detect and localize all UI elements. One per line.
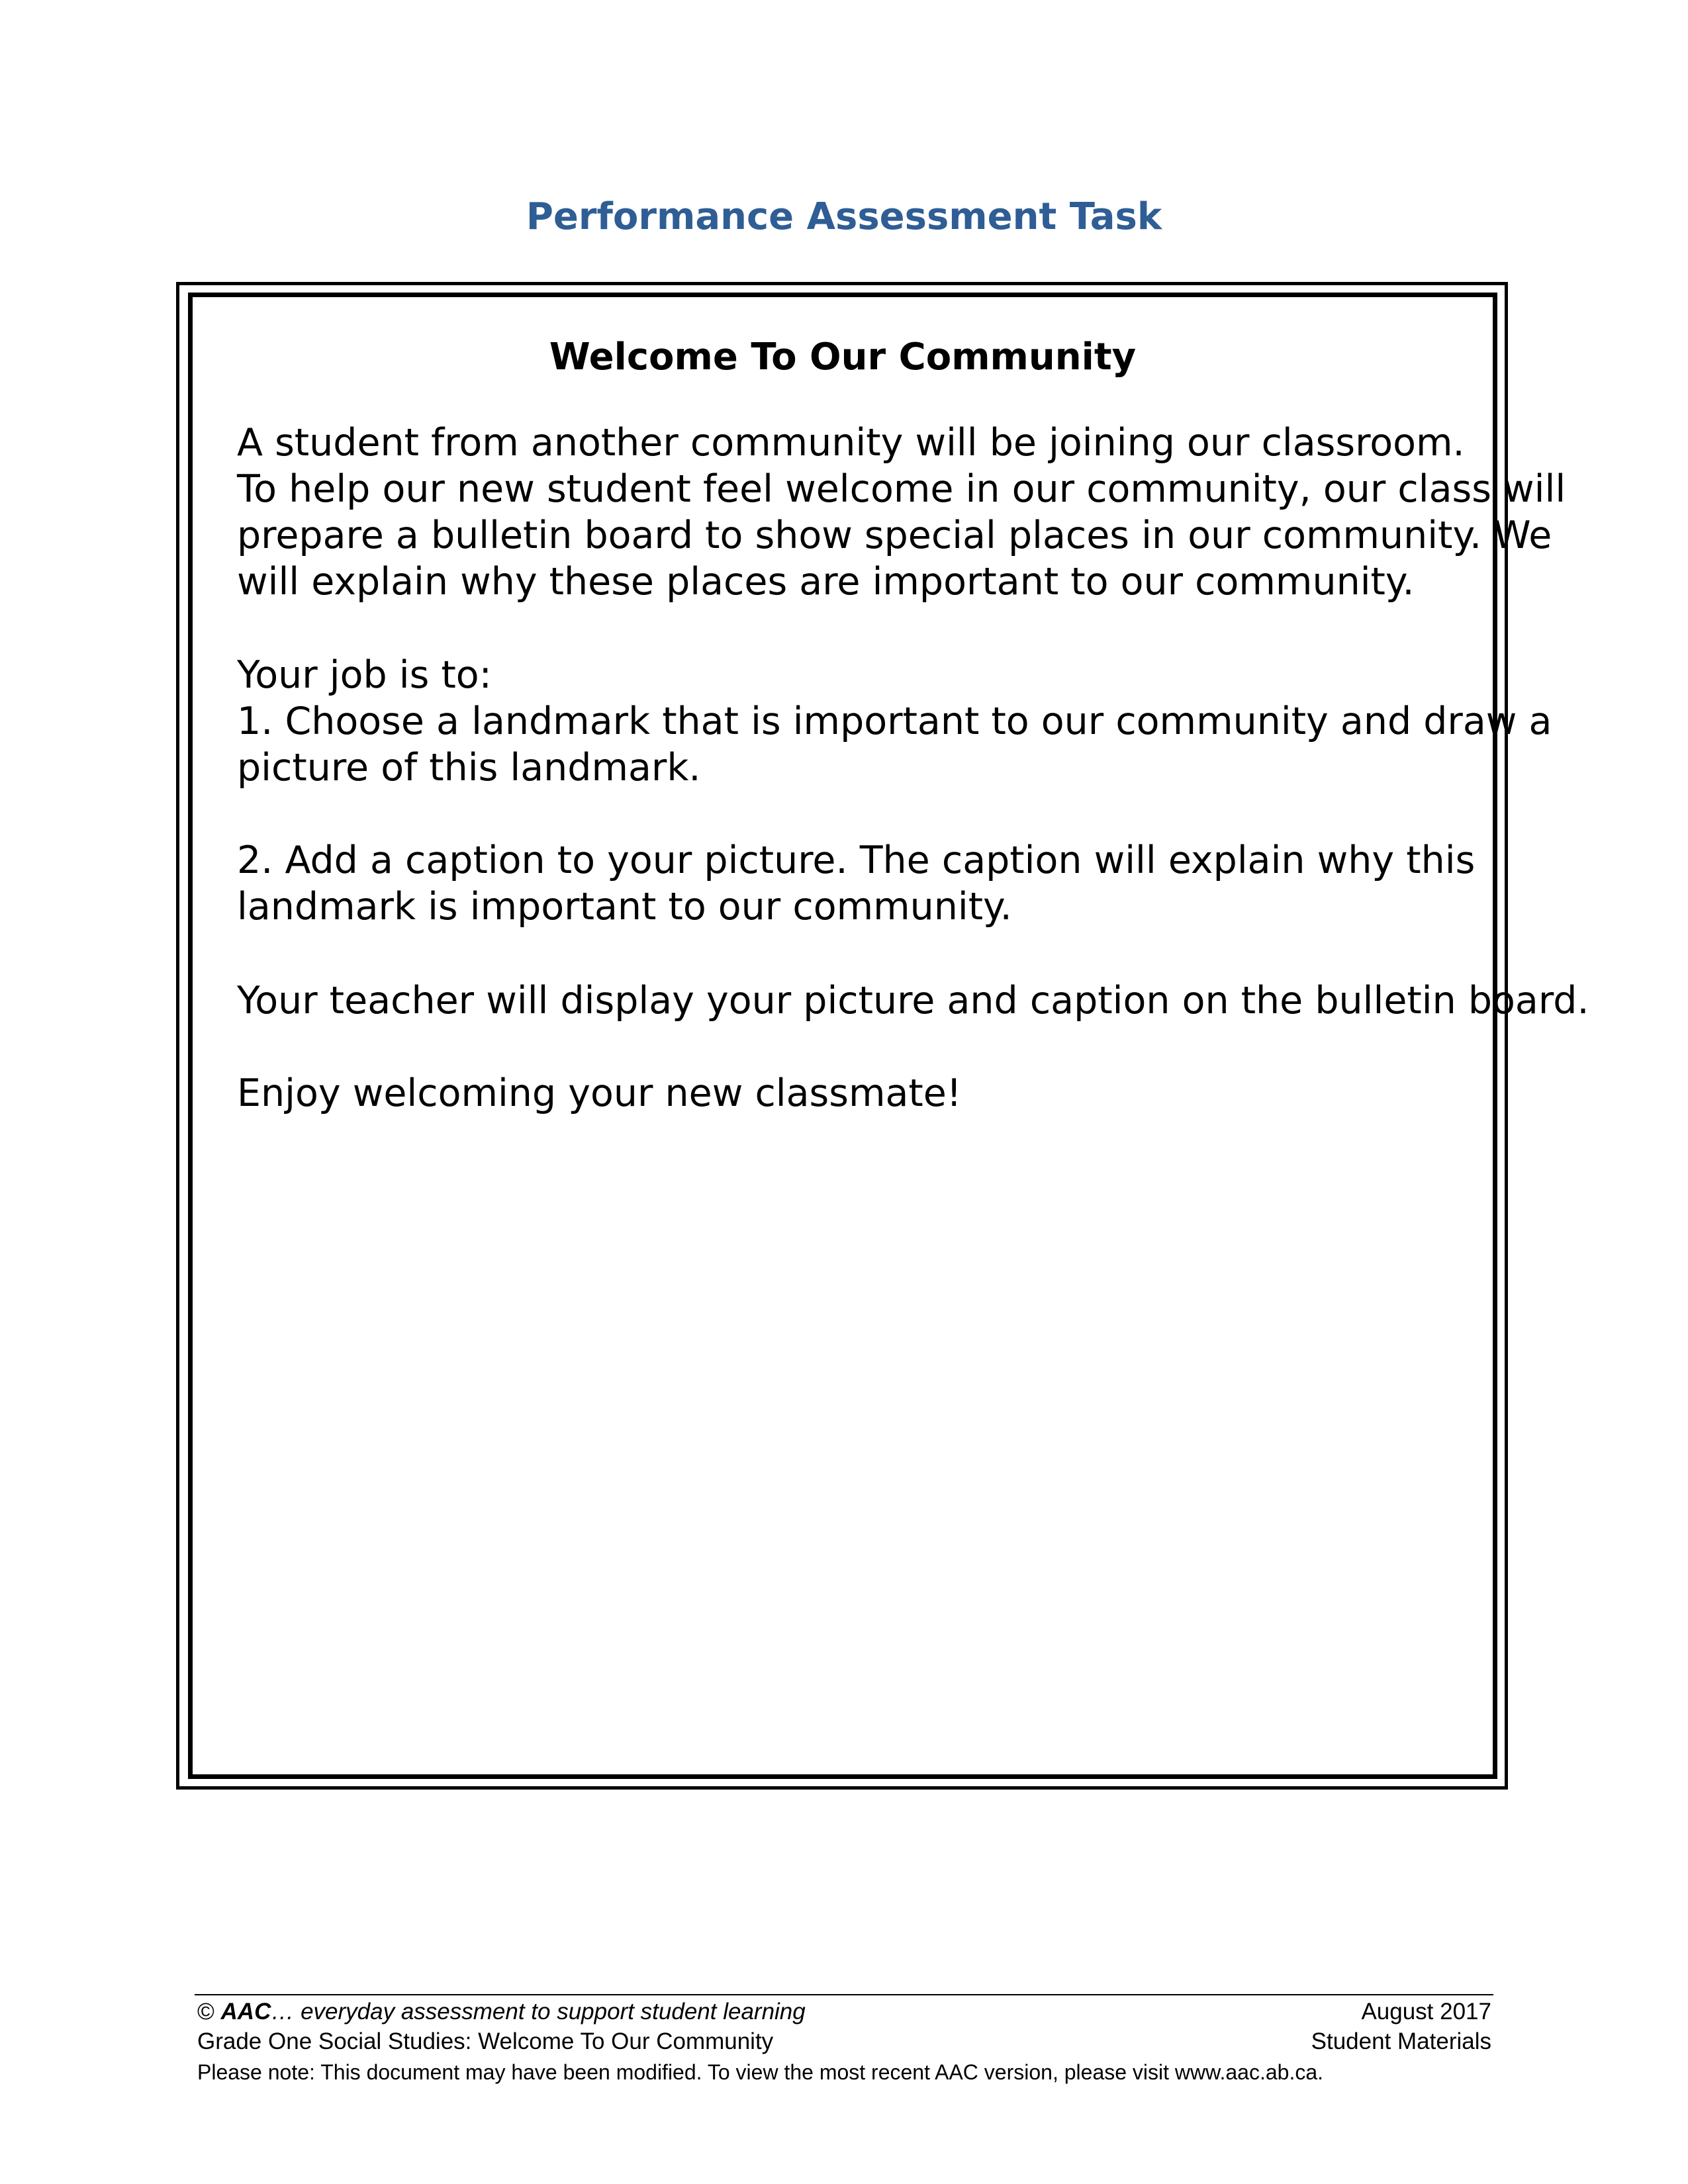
aac-brand: AAC (220, 1999, 271, 2025)
step-2-line: 2. Add a caption to your picture. The caption will explain why this (237, 839, 1476, 882)
closing-line: Enjoy welcoming your new classmate! (237, 1071, 962, 1115)
task-title: Welcome To Our Community (549, 336, 1137, 379)
intro-line: prepare a bulletin board to show special places in our community. We (237, 514, 1552, 557)
step-1-line: 1. Choose a landmark that is important to our community and draw a (237, 700, 1552, 743)
footer-materials: Student Materials (1311, 2028, 1491, 2054)
intro-line: A student from another community will be joining our classroom. (237, 421, 1465, 465)
step-1-line: picture of this landmark. (237, 746, 701, 790)
intro-line: To help our new student feel welcome in our community, our class will (237, 467, 1566, 511)
footer-course-row (197, 2027, 1491, 2056)
job-heading: Your job is to: (237, 653, 492, 697)
footer-note: Please note: This document may have been modified. To view the most recent AAC version, please visit www.aac.ab.ca. (197, 2060, 1324, 2084)
intro-line: will explain why these places are important to our community. (237, 560, 1415, 604)
footer-brand-row (197, 1997, 1491, 2026)
page-title: Performance Assessment Task (526, 195, 1162, 238)
footer-course: Grade One Social Studies: Welcome To Our Community (197, 2028, 774, 2054)
step-2-line: landmark is important to our community. (237, 885, 1012, 929)
display-note: Your teacher will display your picture and caption on the bulletin board. (237, 979, 1589, 1023)
footer-tagline: … everyday assessment to support student learning (271, 1999, 806, 2025)
footer-divider (195, 1994, 1493, 1995)
footer-date: August 2017 (1361, 1999, 1491, 2025)
copyright-symbol: © (197, 1999, 214, 2025)
